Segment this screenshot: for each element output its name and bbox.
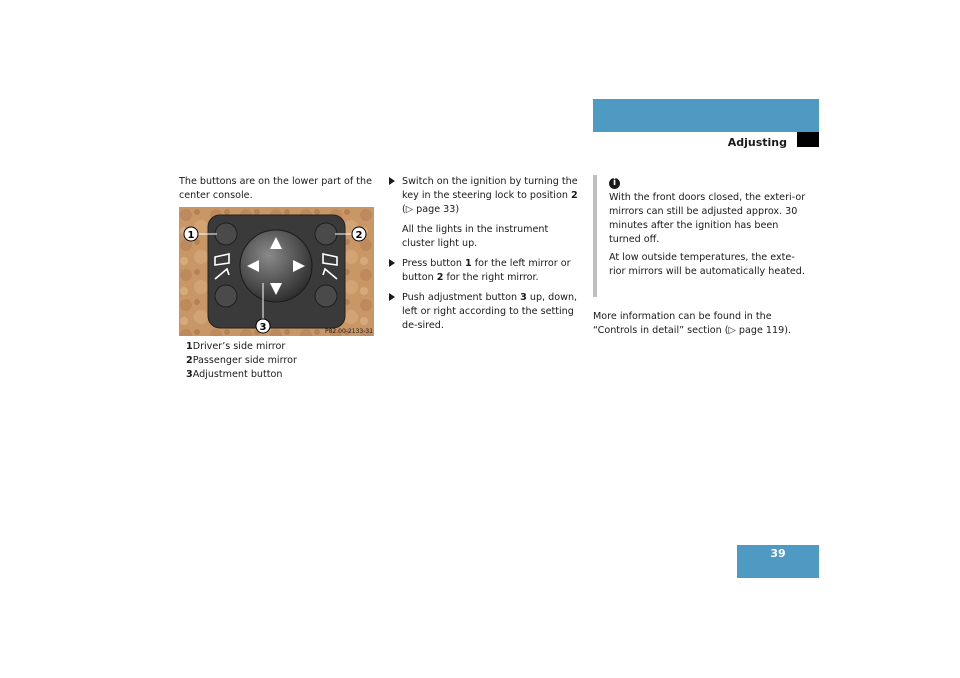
callout-2: 2 <box>355 230 363 241</box>
callout-1: 1 <box>187 230 195 241</box>
info-paragraph: At low outside temperatures, the exte-rior mirrors will be automatically heated. <box>609 252 805 277</box>
info-paragraph: With the front doors closed, the exteri-or mirrors can still be adjusted approx. 30 minutes after the ignition has been turned off. <box>609 192 806 245</box>
callout-3: 3 <box>259 322 267 333</box>
legend-item: 2Passenger side mirror <box>186 355 297 366</box>
more-info-text: More information can be found in the “Controls in detail” section (▷ page 119). <box>593 311 792 336</box>
mirror-control-photo <box>179 207 374 336</box>
step-select-mirror: Press button 1 for the left mirror or button 2 for the right mirror. <box>387 257 582 285</box>
section-subtitle: Adjusting <box>727 136 787 149</box>
page-number: 39 <box>770 547 786 560</box>
figure-code: P82.00-2133-31 <box>325 328 374 335</box>
arrow-right-icon <box>389 293 395 301</box>
arrow-right-icon <box>389 259 395 267</box>
step-ignition: Switch on the ignition by turning the key in the steering lock to position 2 (▷ page 33) <box>387 175 582 217</box>
header-bar <box>593 99 819 132</box>
legend-item: 3Adjustment button <box>186 369 283 380</box>
legend-item: 1Driver’s side mirror <box>186 341 286 352</box>
section-title: Getting started <box>831 115 927 128</box>
step-adjust: Push adjustment button 3 up, down, left or right according to the setting de-sired. <box>387 291 582 333</box>
arrow-right-icon <box>389 177 395 185</box>
header-marker <box>797 132 819 147</box>
figure-legend <box>186 340 376 382</box>
step-ignition-note: All the lights in the instrument cluster light up. <box>402 224 549 249</box>
info-icon: i <box>609 178 620 189</box>
instruction-steps <box>387 175 582 339</box>
info-note <box>593 175 809 297</box>
intro-text: The buttons are on the lower part of the center console. <box>179 176 372 201</box>
